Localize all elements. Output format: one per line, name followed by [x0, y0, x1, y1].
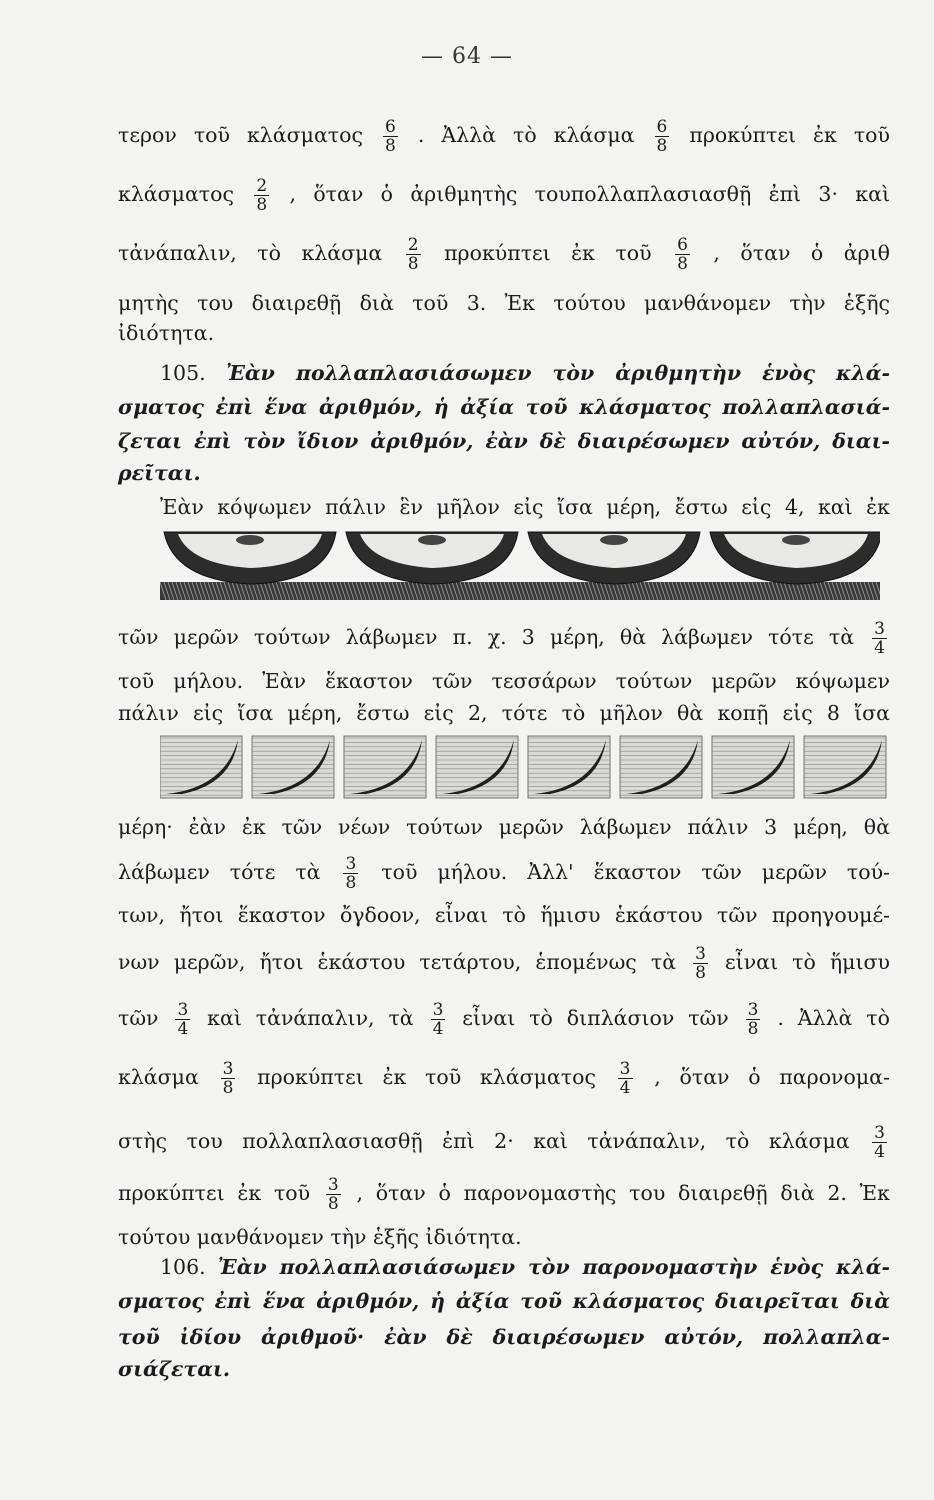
text-line: Ἐὰν κόψωμεν πάλιν ἓν μῆλον εἰς ἴσα μέρη, ἔστω εἰς 4, καὶ ἐκ	[160, 495, 890, 519]
text-line: τἀνάπαλιν, τὸ κλάσμα $\frac{2}{8}$ προκύπτει ἐκ τοῦ $\frac{6}{8}$ , ὅταν ὁ ἀριθ	[118, 235, 890, 274]
text-line: τῶν μερῶν τούτων λάβωμεν π. χ. 3 μέρη, θὰ λάβωμεν τότε τὰ $\frac{3}{4}$	[118, 619, 885, 658]
fraction: $\frac{3}{8}$	[222, 1059, 234, 1098]
fraction: $\frac{3}{4}$	[874, 619, 885, 658]
fraction: $\frac{2}{8}$	[407, 235, 419, 274]
text-line: τερον τοῦ κλάσματος $\frac{6}{8}$ . Ἀλλὰ τὸ κλάσμα $\frac{6}{8}$ προκύπτει ἐκ τοῦ	[118, 117, 890, 156]
text-line: τῶν $\frac{3}{4}$ καὶ τἀνάπαλιν, τὰ $\frac{3}{4}$ εἶναι τὸ διπλάσιον τῶν $\frac{3}{8}$ . Ἀλλὰ τὸ	[118, 1000, 890, 1039]
slice-frame	[528, 736, 610, 798]
fraction: $\frac{3}{8}$	[327, 1175, 339, 1214]
apple-quarters-figure	[160, 526, 880, 608]
text-line: κλάσμα $\frac{3}{8}$ προκύπτει ἐκ τοῦ κλάσματος $\frac{3}{4}$ , ὅταν ὁ παρονομα-	[118, 1059, 890, 1098]
fraction: $\frac{3}{8}$	[695, 944, 706, 983]
slice-frame	[620, 736, 702, 798]
rule-105-line: ζεται ἐπὶ τὸν ἴδιον ἀριθμόν, ἐὰν δὲ διαιρέσωμεν αὐτόν, διαι-	[118, 429, 890, 453]
ground-shading	[160, 582, 880, 600]
rule-105-line: ρεῖται.	[118, 461, 201, 485]
rule-105-line: σματος ἐπὶ ἕνα ἀριθμόν, ἡ ἀξία τοῦ κλάσματος πολλαπλασιά-	[118, 395, 890, 419]
text-line: λάβωμεν τότε τὰ $\frac{3}{8}$ τοῦ μήλου. Ἀλλ' ἕκαστον τῶν μερῶν τού-	[118, 854, 890, 893]
slice-frame	[160, 736, 242, 798]
fraction: $\frac{3}{8}$	[345, 854, 357, 893]
text-line: στὴς του πολλαπλασιασθῇ ἐπὶ 2· καὶ τἀνάπαλιν, τὸ κλάσμα $\frac{3}{4}$	[118, 1123, 885, 1162]
text-line: ἰδιότητα.	[118, 321, 215, 345]
fraction: $\frac{3}{4}$	[177, 1000, 189, 1039]
rule-106-line: τοῦ ἰδίου ἀριθμοῦ· ἐὰν δὲ διαιρέσωμεν αὐτόν, πολλαπλα-	[118, 1325, 890, 1349]
apple-slice-row	[160, 736, 886, 798]
fraction: $\frac{3}{4}$	[874, 1123, 885, 1162]
page-number: — 64 —	[421, 44, 513, 69]
fraction: $\frac{2}{8}$	[256, 176, 268, 215]
slice-frame	[252, 736, 334, 798]
rule-106-line: σματος ἐπὶ ἕνα ἀριθμόν, ἡ ἀξία τοῦ κλάσματος διαιρεῖται διὰ	[118, 1289, 890, 1313]
text-line: των, ἤτοι ἕκαστον ὄγδοον, εἶναι τὸ ἥμισυ ἑκάστου τῶν προηγουμέ-	[118, 903, 890, 927]
fraction: $\frac{3}{4}$	[432, 1000, 444, 1039]
slice-frame	[436, 736, 518, 798]
apple-core	[236, 535, 264, 545]
text-line: πάλιν εἰς ἴσα μέρη, ἔστω εἰς 2, τότε τὸ μῆλον θὰ κοπῇ εἰς 8 ἴσα	[118, 701, 890, 725]
fraction: $\frac{3}{4}$	[619, 1059, 631, 1098]
fraction: $\frac{6}{8}$	[384, 117, 396, 156]
slice-frame	[712, 736, 794, 798]
apple-eighths-figure	[160, 734, 890, 804]
fraction: $\frac{6}{8}$	[677, 235, 688, 274]
slice-frame	[344, 736, 426, 798]
text-line: κλάσματος $\frac{2}{8}$ , ὅταν ὁ ἀριθμητὴς τουπολλαπλασιασθῇ ἐπὶ 3· καὶ	[118, 176, 890, 215]
text-line: μέρη· ἐὰν ἐκ τῶν νέων τούτων μερῶν λάβωμεν πάλιν 3 μέρη, θὰ	[118, 815, 890, 839]
section-number: 105.	[160, 361, 206, 385]
fraction: $\frac{3}{8}$	[747, 1000, 759, 1039]
rule-105-line: 105. Ἐὰν πολλαπλασιάσωμεν τὸν ἀριθμητὴν ἑνὸς κλά-	[160, 361, 890, 385]
text-line: προκύπτει ἐκ τοῦ $\frac{3}{8}$ , ὅταν ὁ παρονομαστὴς του διαιρεθῇ διὰ 2. Ἐκ	[118, 1175, 890, 1214]
apple-core	[418, 535, 446, 545]
apple-slice-row	[160, 532, 880, 600]
rule-106-line: σιάζεται.	[118, 1357, 231, 1381]
text-line: τοῦ μήλου. Ἐὰν ἕκαστον τῶν τεσσάρων τούτων μερῶν κόψωμεν	[118, 669, 890, 693]
text-line: νων μερῶν, ἤτοι ἑκάστου τετάρτου, ἑπομένως τὰ $\frac{3}{8}$ εἶναι τὸ ἥμισυ	[118, 944, 890, 983]
text-line: μητὴς του διαιρεθῇ διὰ τοῦ 3. Ἐκ τούτου μανθάνομεν τὴν ἑξῆς	[118, 291, 890, 315]
apple-core	[782, 535, 810, 545]
fraction: $\frac{6}{8}$	[656, 117, 668, 156]
text-line: τούτου μανθάνομεν τὴν ἑξῆς ἰδιότητα.	[118, 1225, 522, 1249]
rule-106-line: 106. Ἐὰν πολλαπλασιάσωμεν τὸν παρονομαστὴν ἑνὸς κλά-	[160, 1255, 890, 1279]
apple-core	[600, 535, 628, 545]
slice-frame	[804, 736, 886, 798]
section-number: 106.	[160, 1255, 206, 1279]
